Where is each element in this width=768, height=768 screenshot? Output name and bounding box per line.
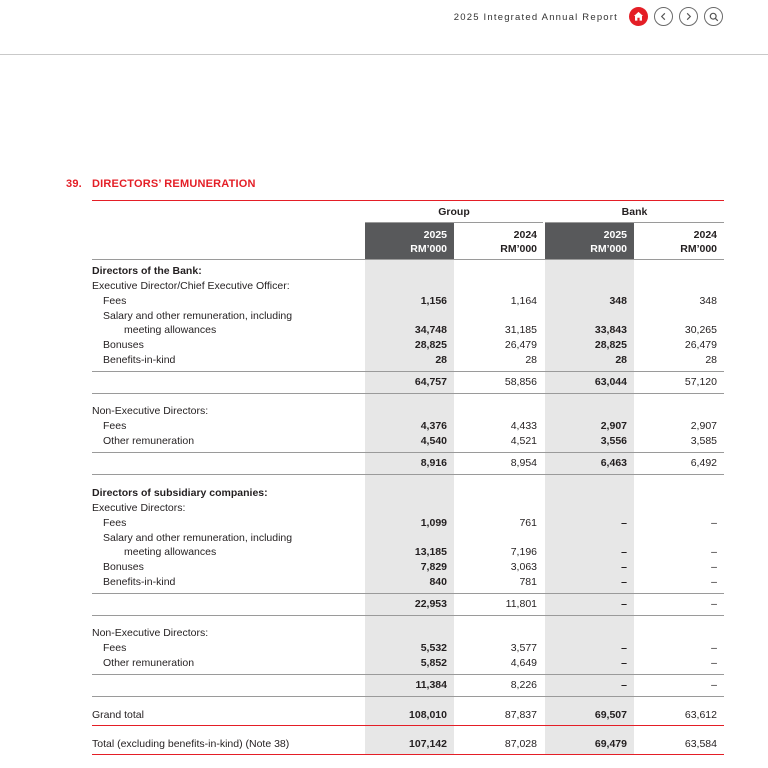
row-label: Salary and other remuneration, including	[103, 310, 293, 322]
cell-b2025: –	[621, 546, 627, 558]
cell-g2025: 13,185	[414, 546, 447, 558]
chevron-right-icon	[684, 12, 693, 21]
cell-b2025: –	[621, 598, 627, 610]
next-page-button[interactable]	[679, 7, 698, 26]
cell-g2024: 4,649	[510, 657, 537, 669]
cell-g2025: 8,916	[420, 457, 447, 469]
column-header-bank-2025	[545, 228, 627, 256]
cell-b2025: –	[621, 517, 627, 529]
cell-b2025: –	[621, 657, 627, 669]
subtotal-rule	[92, 696, 724, 697]
column-year: 2025	[603, 229, 627, 241]
cell-g2025: 107,142	[409, 738, 447, 750]
cell-b2024: –	[711, 576, 717, 588]
row-label: meeting allowances	[124, 324, 217, 336]
top-bar	[0, 0, 768, 55]
cell-b2024: 2,907	[690, 420, 717, 432]
row-label: Benefits-in-kind	[103, 576, 176, 588]
cell-b2025: –	[621, 576, 627, 588]
cell-g2025: 11,384	[415, 679, 447, 691]
cell-g2024: 87,028	[504, 738, 537, 750]
cell-g2024: 761	[519, 517, 537, 529]
section-number: 39.	[66, 178, 82, 190]
report-title: 2025 Integrated Annual Report	[453, 12, 618, 23]
cell-g2025: 4,540	[420, 435, 447, 447]
row-label: Fees	[103, 517, 127, 529]
row-label: Directors of subsidiary companies:	[92, 487, 268, 499]
cell-b2024: 6,492	[690, 457, 717, 469]
subtotal-rule	[92, 474, 724, 475]
cell-g2024: 87,837	[504, 709, 537, 721]
cell-g2024: 8,954	[510, 457, 537, 469]
cell-g2025: 34,748	[414, 324, 447, 336]
cell-b2025: 28	[615, 354, 627, 366]
cell-g2024: 1,164	[510, 295, 537, 307]
cell-b2024: 348	[699, 295, 717, 307]
cell-g2025: 7,829	[420, 561, 447, 573]
cell-g2025: 22,953	[414, 598, 447, 610]
column-unit: RM’000	[500, 243, 537, 255]
cell-g2024: 3,063	[510, 561, 537, 573]
subtotal-rule	[92, 393, 724, 394]
cell-g2025: 1,156	[420, 295, 447, 307]
cell-b2025: 6,463	[600, 457, 627, 469]
cell-g2025: 108,010	[409, 709, 447, 721]
row-label: Other remuneration	[103, 435, 195, 447]
cell-g2024: 26,479	[504, 339, 537, 351]
cell-b2024: –	[711, 598, 717, 610]
row-label: Executive Director/Chief Executive Officer:	[92, 280, 290, 292]
subtotal-rule	[92, 452, 724, 453]
cell-g2024: 3,577	[510, 642, 537, 654]
cell-b2025: 2,907	[600, 420, 627, 432]
cell-b2024: 3,585	[690, 435, 717, 447]
cell-b2024: –	[711, 642, 717, 654]
cell-b2025: 348	[609, 295, 627, 307]
row-label: Bonuses	[103, 561, 144, 573]
row-label: Grand total	[92, 709, 144, 721]
cell-b2025: 63,044	[594, 376, 627, 388]
cell-g2025: 5,532	[420, 642, 447, 654]
column-header-group-2024	[455, 228, 537, 256]
row-label: Fees	[103, 642, 127, 654]
row-label: Directors of the Bank:	[92, 265, 202, 277]
search-icon	[709, 12, 719, 22]
group-heading: Group	[438, 206, 470, 218]
cell-b2025: 69,507	[594, 709, 627, 721]
row-label: Bonuses	[103, 339, 144, 351]
cell-b2025: –	[621, 679, 627, 691]
cell-g2024: 58,856	[504, 376, 537, 388]
section-heading	[66, 178, 256, 190]
cell-g2025: 1,099	[420, 517, 447, 529]
home-button[interactable]	[629, 7, 648, 26]
cell-b2024: 63,612	[684, 709, 717, 721]
column-header-group-2025	[365, 228, 447, 256]
cell-g2025: 840	[429, 576, 447, 588]
cell-g2025: 64,757	[414, 376, 447, 388]
cell-b2025: 3,556	[600, 435, 627, 447]
cell-b2024: –	[711, 517, 717, 529]
cell-b2024: 28	[705, 354, 717, 366]
cell-g2025: 28	[435, 354, 447, 366]
cell-b2025: 28,825	[594, 339, 627, 351]
row-label: Total (excluding benefits-in-kind) (Note 38)	[92, 738, 290, 750]
row-label: Non-Executive Directors:	[92, 627, 209, 639]
grand-total-rule	[92, 725, 724, 726]
column-unit: RM’000	[680, 243, 717, 255]
cell-b2024: –	[711, 657, 717, 669]
cell-b2025: 69,479	[594, 738, 627, 750]
subtotal-rule	[92, 593, 724, 594]
table-bottom-rule	[92, 754, 724, 755]
cell-b2024: –	[711, 561, 717, 573]
column-header-rule	[92, 259, 724, 260]
column-unit: RM’000	[410, 243, 447, 255]
subtotal-rule	[92, 615, 724, 616]
cell-b2024: –	[711, 546, 717, 558]
column-year: 2025	[423, 229, 447, 241]
cell-b2024: 57,120	[684, 376, 717, 388]
cell-g2024: 781	[519, 576, 537, 588]
row-label: Other remuneration	[103, 657, 195, 669]
row-label: Fees	[103, 420, 127, 432]
home-icon	[633, 11, 644, 22]
row-label: meeting allowances	[124, 546, 217, 558]
cell-g2025: 5,852	[420, 657, 447, 669]
bank-header-rule	[545, 222, 724, 223]
cell-g2024: 7,196	[510, 546, 537, 558]
cell-b2025: 33,843	[594, 324, 627, 336]
column-header-bank-2024	[635, 228, 717, 256]
cell-b2024: 63,584	[684, 738, 717, 750]
cell-b2024: –	[711, 679, 717, 691]
cell-g2024: 31,185	[504, 324, 537, 336]
search-button[interactable]	[704, 7, 723, 26]
subtotal-rule	[92, 371, 724, 372]
cell-g2025: 28,825	[414, 339, 447, 351]
cell-g2024: 4,433	[510, 420, 537, 432]
row-label: Salary and other remuneration, including	[103, 532, 293, 544]
previous-page-button[interactable]	[654, 7, 673, 26]
cell-g2025: 4,376	[420, 420, 447, 432]
cell-g2024: 28	[525, 354, 537, 366]
cell-g2024: 11,801	[505, 598, 537, 610]
chevron-left-icon	[659, 12, 668, 21]
table-top-rule	[92, 200, 724, 201]
bank-heading: Bank	[621, 206, 648, 218]
column-year: 2024	[693, 229, 717, 241]
cell-b2025: –	[621, 642, 627, 654]
cell-g2024: 4,521	[510, 435, 537, 447]
cell-g2024: 8,226	[510, 679, 537, 691]
cell-b2024: 30,265	[684, 324, 717, 336]
column-year: 2024	[513, 229, 537, 241]
row-label: Executive Directors:	[92, 502, 186, 514]
column-unit: RM’000	[590, 243, 627, 255]
row-label: Benefits-in-kind	[103, 354, 176, 366]
row-label: Non-Executive Directors:	[92, 405, 209, 417]
row-label: Fees	[103, 295, 127, 307]
group-header-rule	[365, 222, 543, 223]
subtotal-rule	[92, 674, 724, 675]
section-title: DIRECTORS’ REMUNERATION	[92, 178, 256, 190]
cell-b2024: 26,479	[684, 339, 717, 351]
cell-b2025: –	[621, 561, 627, 573]
